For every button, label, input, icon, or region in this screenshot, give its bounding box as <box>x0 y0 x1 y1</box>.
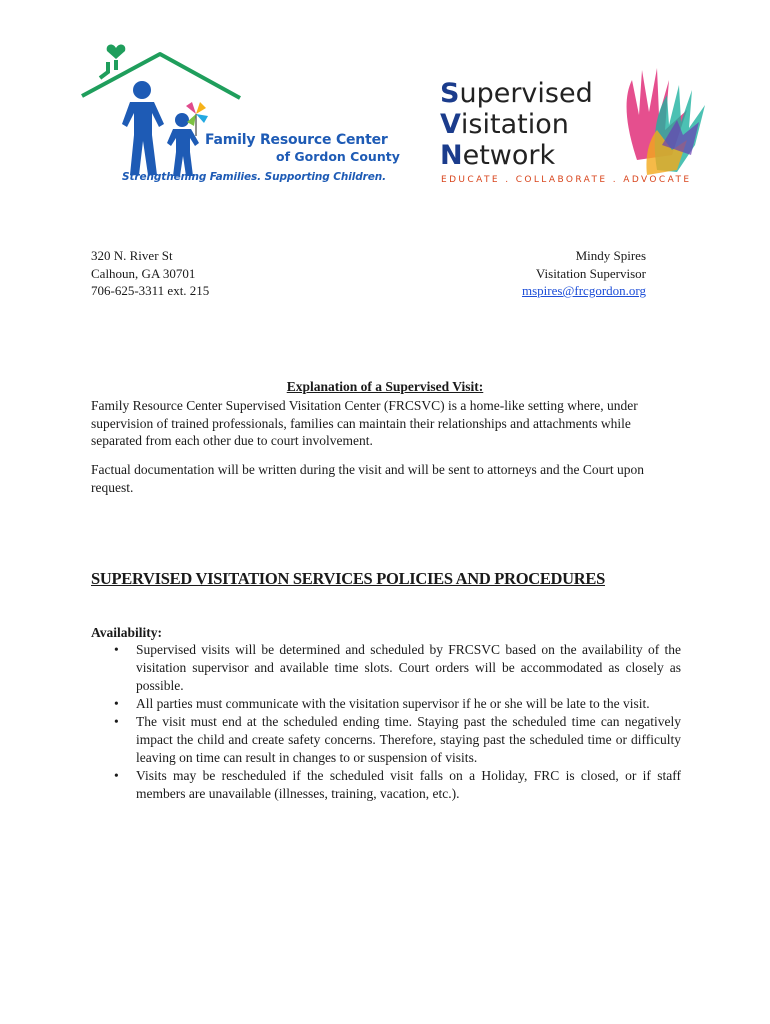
list-item-text: The visit must end at the scheduled ending time. Staying past the scheduled time can negatively impact the child and create safety concerns. Therefore, staying past the scheduled time or difficulty leaving on time can result in changes to or suspension of visits. <box>136 714 681 765</box>
list-item-text: Supervised visits will be determined and scheduled by FRCSVC based on the availability of the visitation supervisor and available time slots. Court orders will be accommodated as closely as possible. <box>136 642 681 693</box>
svn-logo-tagline: EDUCATE . COLLABORATE . ADVOCATE <box>441 175 692 185</box>
heart-icon <box>107 44 126 59</box>
house-roof <box>100 62 108 78</box>
svn-word-3: etwork <box>462 140 556 171</box>
address-street: 320 N. River St <box>91 248 173 263</box>
frc-logo-title: Family Resource Center <box>205 132 388 148</box>
bullet-icon: • <box>114 768 119 783</box>
supervisor-role: Visitation Supervisor <box>535 265 646 281</box>
explanation-heading: Explanation of a Supervised Visit: <box>286 379 484 394</box>
frc-logo-tagline: Strengthening Families. Supporting Children. <box>122 171 387 183</box>
svn-logo-wordmark <box>440 78 593 171</box>
svn-cap-v: V <box>440 109 461 140</box>
supervisor-name: Mindy Spires <box>575 248 646 263</box>
bullet-icon: • <box>114 714 119 729</box>
list-item-text: Visits may be rescheduled if the scheduled visit falls on a Holiday, FRC is closed, or if staff members are unavailable (illnesses, training, vacation, etc.). <box>136 768 681 801</box>
frc-logo-subtitle: of Gordon County <box>276 149 400 164</box>
svn-cap-n: N <box>440 140 463 171</box>
adult-figure <box>122 81 164 175</box>
list-item-text: All parties must communicate with the visitation supervisor if he or she will be late to the visit. <box>136 696 650 711</box>
svn-word-2: isitation <box>460 109 569 140</box>
policies-title: SUPERVISED VISITATION SERVICES POLICIES AND PROCEDURES <box>91 569 605 588</box>
bullet-icon: • <box>114 642 119 657</box>
supervisor-email-link[interactable]: mspires@frcgordon.org <box>521 283 646 298</box>
frc-logo-graphic <box>78 40 418 190</box>
colorful-hands-icon <box>617 60 712 180</box>
availability-list <box>91 641 681 803</box>
address-city: Calhoun, GA 30701 <box>91 265 196 281</box>
explanation-paragraph-1: Family Resource Center Supervised Visitation Center (FRCSVC) is a home-like setting where, under supervision of trained professionals, families can maintain their relationships and attachments while separated from each other due to court involvement. <box>91 398 638 448</box>
svn-word-1: upervised <box>459 78 593 109</box>
list-item <box>91 713 681 767</box>
supervisor-contact-block <box>522 247 646 300</box>
list-item <box>91 695 681 713</box>
list-item <box>91 767 681 803</box>
list-item <box>91 641 681 695</box>
address-phone: 706-625-3311 ext. 215 <box>91 283 210 298</box>
availability-label: Availability: <box>91 625 163 640</box>
svn-cap-s: S <box>440 78 460 109</box>
bullet-icon: • <box>114 696 119 711</box>
explanation-paragraph-2: Factual documentation will be written during the visit and will be sent to attorneys and the Court upon request. <box>91 462 645 495</box>
address-block <box>91 247 209 300</box>
